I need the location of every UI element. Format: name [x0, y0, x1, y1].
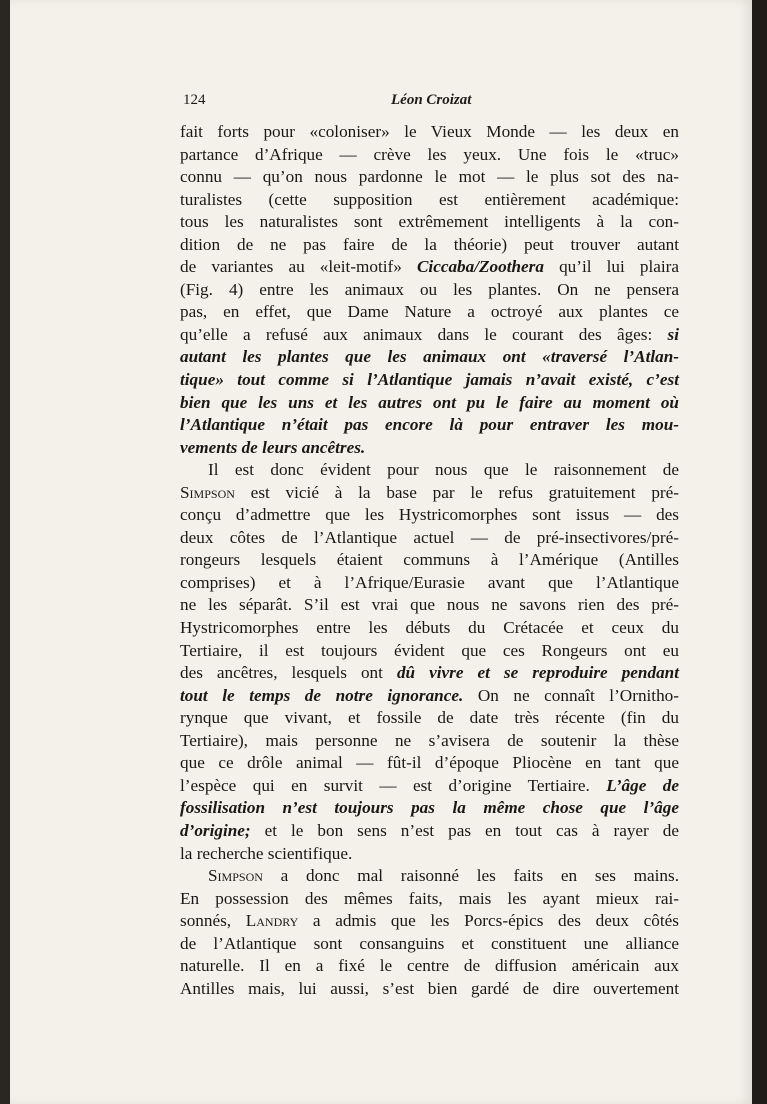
text-line: vements de leurs ancêtres.	[180, 437, 366, 457]
book-edge	[752, 0, 767, 1104]
italic-emphasis: dû vivre et se reproduire pendant	[396, 663, 680, 683]
italic-emphasis: L’âge de	[606, 775, 680, 795]
book-page	[10, 0, 752, 1104]
text-line: rynque que vivant, et fossile de date très récente (fin du	[180, 708, 679, 728]
text-line: turalistes (cette supposition est entièrement académique:	[180, 189, 679, 209]
text-line: la recherche scientifique.	[180, 843, 353, 863]
italic-emphasis: tout le temps de notre ignorance.	[180, 685, 464, 705]
italic-emphasis: Ciccaba/Zoothera	[416, 257, 544, 277]
text-line: Il est donc évident pour nous que le raisonnement de	[208, 460, 679, 480]
text-line: sonnés, Landry a admis que les Porcs-épics des deux côtés	[180, 911, 679, 931]
text-line: l’Atlantique n’était pas encore là pour entraver les mou-	[180, 415, 679, 435]
text-line: des ancêtres, lesquels ont dû vivre et se reproduire pendant	[180, 663, 680, 683]
italic-emphasis: si	[667, 324, 679, 344]
text-line: l’espèce qui en survit — est d’origine Tertiaire. L’âge de	[180, 775, 680, 795]
body-text	[180, 121, 679, 1000]
italic-emphasis: d’origine;	[180, 820, 251, 840]
text-line: (Fig. 4) entre les animaux ou les plantes. On ne pensera	[180, 279, 679, 299]
text-line: tous les naturalistes sont extrêmement intelligents à la con-	[180, 212, 679, 232]
text-line: Simpson est vicié à la base par le refus gratuitement pré-	[180, 482, 679, 502]
text-line: bien que les uns et les autres ont pu le faire au moment où	[180, 392, 679, 412]
text-line: conçu d’admettre que les Hystricomorphes sont issus — des	[180, 505, 679, 525]
text-line: autant les plantes que les animaux ont «traversé l’Atlan-	[180, 347, 679, 367]
text-line: tique» tout comme si l’Atlantique jamais n’avait existé, c’est	[180, 370, 679, 390]
text-line: Simpson a donc mal raisonné les faits en ses mains.	[208, 866, 679, 886]
author-name: Simpson	[180, 482, 235, 502]
text-line: rongeurs lesquels étaient communs à l’Amérique (Antilles	[180, 550, 679, 570]
text-line: Hystricomorphes entre les débuts du Crétacée et ceux du	[180, 618, 679, 638]
text-line: deux côtes de l’Atlantique actuel — de pré-insectivores/pré-	[180, 527, 679, 547]
text-line: naturelle. Il en a fixé le centre de diffusion américain aux	[180, 956, 679, 976]
text-line: dition de ne pas faire de la théorie) peut trouver autant	[180, 234, 679, 254]
text-line: d’origine; et le bon sens n’est pas en tout cas à rayer de	[180, 820, 679, 840]
text-line: Tertiaire), mais personne ne s’avisera de soutenir la thèse	[180, 730, 679, 750]
text-line: Antilles mais, lui aussi, s’est bien gardé de dire ouvertement	[180, 978, 679, 998]
text-line: de l’Atlantique sont consanguins et constituent une alliance	[180, 933, 679, 953]
text-line: connu — qu’on nous pardonne le mot — le plus sot des na-	[180, 167, 679, 187]
text-line: fossilisation n’est toujours pas la même chose que l’âge	[180, 798, 679, 818]
text-line: pas, en effet, que Dame Nature a octroyé aux plantes ce	[180, 302, 679, 322]
text-line: fait forts pour «coloniser» le Vieux Monde — les deux en	[180, 122, 679, 141]
text-line: ne les séparât. S’il est vrai que nous ne savons rien des pré-	[180, 595, 679, 615]
text-line: de variantes au «leit-motif» Ciccaba/Zoothera qu’il lui plaira	[180, 257, 679, 277]
text-line: comprises) et à l’Afrique/Eurasie avant que l’Atlantique	[180, 572, 679, 592]
author-name: Landry	[245, 911, 299, 931]
text-line: Tertiaire, il est toujours évident que ces Rongeurs ont eu	[180, 640, 679, 660]
text-line: En possession des mêmes faits, mais les ayant mieux rai-	[180, 888, 679, 908]
text-line: qu’elle a refusé aux animaux dans le courant des âges: si	[180, 324, 679, 344]
text-line: partance d’Afrique — crève les yeux. Une fois le «truc»	[180, 144, 679, 164]
page-header	[183, 92, 679, 114]
page-number: 124	[183, 92, 206, 108]
author-name: Simpson	[208, 866, 263, 886]
text-line: que ce drôle animal — fût-il d’époque Pliocène en tant que	[180, 753, 679, 773]
running-head: Léon Croizat	[391, 92, 472, 108]
text-line: tout le temps de notre ignorance. On ne connaît l’Ornitho-	[180, 685, 679, 705]
